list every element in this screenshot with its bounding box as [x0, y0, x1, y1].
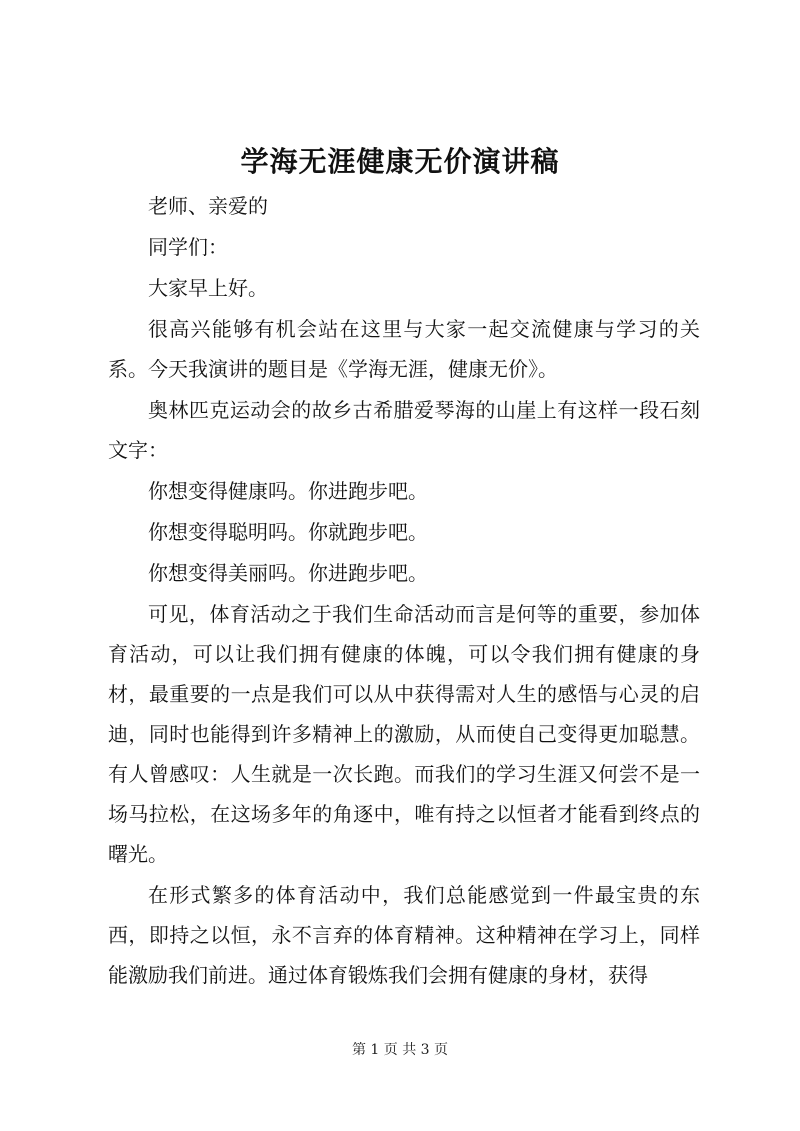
- paragraph-intro: 很高兴能够有机会站在这里与大家一起交流健康与学习的关系。今天我演讲的题目是《学海无涯，健康无价》。: [108, 317, 700, 381]
- paragraph-greeting: 大家早上好。: [148, 276, 268, 300]
- paragraph-inscription-line-2: 你想变得聪明吗。你就跑步吧。: [148, 520, 428, 544]
- document-title: 学海无涯健康无价演讲稿: [240, 145, 560, 178]
- paragraph-perseverance: 在形式繁多的体育活动中，我们总能感觉到一件最宝贵的东西，即持之以恒，永不言弃的体育精神。这种精神在学习上，同样能激励我们前进。通过体育锻炼我们会拥有健康的身材，获得: [108, 883, 700, 987]
- paragraph-inscription-line-1: 你想变得健康吗。你进跑步吧。: [148, 479, 428, 503]
- paragraph-inscription-line-3: 你想变得美丽吗。你进跑步吧。: [148, 561, 428, 585]
- page-number-footer: 第 1 页 共 3 页: [351, 1042, 449, 1058]
- paragraph-salutation-1: 老师、亲爱的: [148, 194, 268, 218]
- paragraph-inscription-intro: 奥林匹克运动会的故乡古希腊爱琴海的山崖上有这样一段石刻文字：: [108, 398, 700, 462]
- paragraph-importance: 可见，体育活动之于我们生命活动而言是何等的重要，参加体育活动，可以让我们拥有健康的体魄，可以令我们拥有健康的身材，最重要的一点是我们可以从中获得需对人生的感悟与心灵的启迪，同时也能得到许多精神上的激励，从而使自己变得更加聪慧。有人曾感叹：人生就是一次长跑。而我们的学习生涯又何尝不是一场马拉松，在这场多年的角逐中，唯有持之以恒者才能看到终点的曙光。: [108, 602, 700, 866]
- paragraph-salutation-2: 同学们：: [148, 235, 228, 259]
- document-body: [108, 186, 700, 996]
